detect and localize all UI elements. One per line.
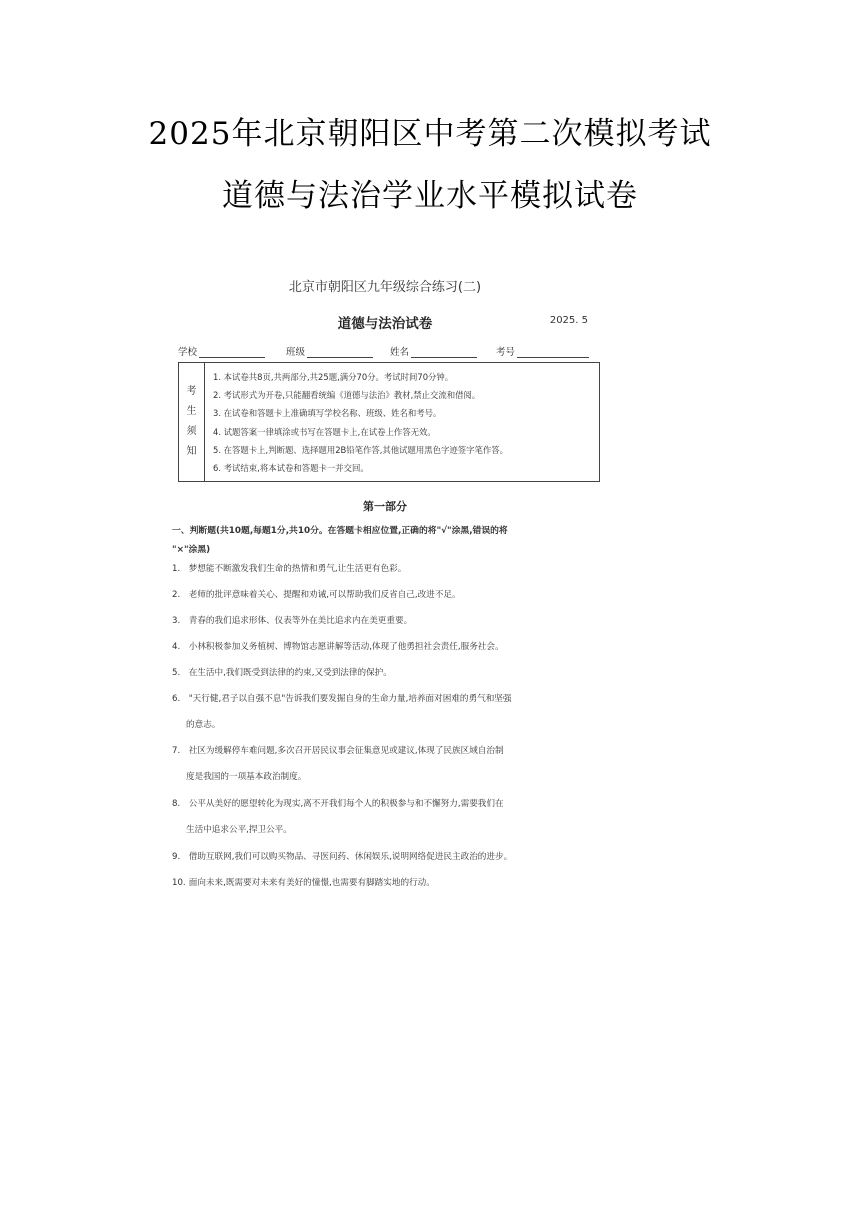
question-item: 10. 面向未来,既需要对未来有美好的憧憬,也需要有脚踏实地的行动。 [172, 878, 435, 888]
exam-notice-box [178, 362, 600, 482]
question-item: 2. 老师的批评意味着关心、提醒和劝诫,可以帮助我们反省自己,改进不足。 [172, 590, 461, 600]
question-item: 4. 小林积极参加义务植树、博物馆志愿讲解等活动,体现了他勇担社会责任,服务社会。 [172, 642, 504, 652]
exam-date: 2025. 5 [549, 315, 588, 326]
name-field: 姓名 [390, 344, 477, 358]
question-item: 8. 公平从美好的愿望转化为现实,离不开我们每个人的积极参与和不懈努力,需要我们在 [172, 799, 504, 809]
notice-item: 5. 在答题卡上,判断题、选择题用2B铅笔作答,其他试题用黑色字迹签字笔作答。 [213, 444, 509, 455]
page-subtitle: 道德与法治学业水平模拟试卷 [222, 178, 638, 214]
part-title: 第一部分 [363, 500, 407, 513]
question-item: 5. 在生活中,我们既受到法律的约束,又受到法律的保护。 [172, 668, 392, 678]
notice-item: 4. 试题答案一律填涂或书写在答题卡上,在试卷上作答无效。 [213, 426, 436, 437]
notice-item: 3. 在试卷和答题卡上准确填写学校名称、班级、姓名和考号。 [213, 408, 442, 419]
class-field: 班级 [286, 344, 373, 358]
notice-label: 考 生 须 知 [179, 363, 205, 481]
question-continuation: 度是我国的一项基本政治制度。 [186, 772, 307, 782]
question-item: 9. 借助互联网,我们可以购买物品、寻医问药、休闲娱乐,说明网络促进民主政治的进步。 [172, 852, 513, 862]
section-instructions: 一、判断题(共10题,每题1分,共10分。在答题卡相应位置,正确的将"√"涂黑,错误的将 "×"涂黑) [172, 526, 508, 555]
exam-paper-scan [170, 262, 600, 902]
notice-item: 6. 考试结束,将本试卷和答题卡一并交回。 [213, 463, 369, 474]
question-item: 7. 社区为缓解停车难问题,多次召开居民议事会征集意见或建议,体现了民族区域自治制 [172, 746, 504, 756]
page-title: 2025年北京朝阳区中考第二次模拟考试 [148, 116, 712, 152]
question-continuation: 的意志。 [186, 720, 221, 730]
school-field: 学校 [178, 344, 265, 358]
question-item: 6. "天行健,君子以自强不息"告诉我们要发掘自身的生命力量,培养面对困难的勇气和坚强 [172, 694, 512, 704]
exam-subject: 道德与法治试卷 [337, 316, 433, 332]
exam-header: 北京市朝阳区九年级综合练习(二) [288, 280, 482, 295]
notice-item: 1. 本试卷共8页,共两部分,共25题,满分70分。考试时间70分钟。 [213, 372, 454, 382]
question-item: 3. 青春的我们追求形体、仪表等外在美比追求内在美更重要。 [172, 616, 413, 626]
question-continuation: 生活中追求公平,捍卫公平。 [186, 825, 292, 835]
student-info-fields [178, 344, 598, 360]
exam-number-field: 考号 [496, 344, 589, 358]
notice-list [213, 368, 595, 477]
question-item: 1. 梦想能不断激发我们生命的热情和勇气,让生活更有色彩。 [172, 564, 407, 574]
notice-item: 2. 考试形式为开卷,只能翻看统编《道德与法治》教材,禁止交流和借阅。 [213, 390, 481, 401]
